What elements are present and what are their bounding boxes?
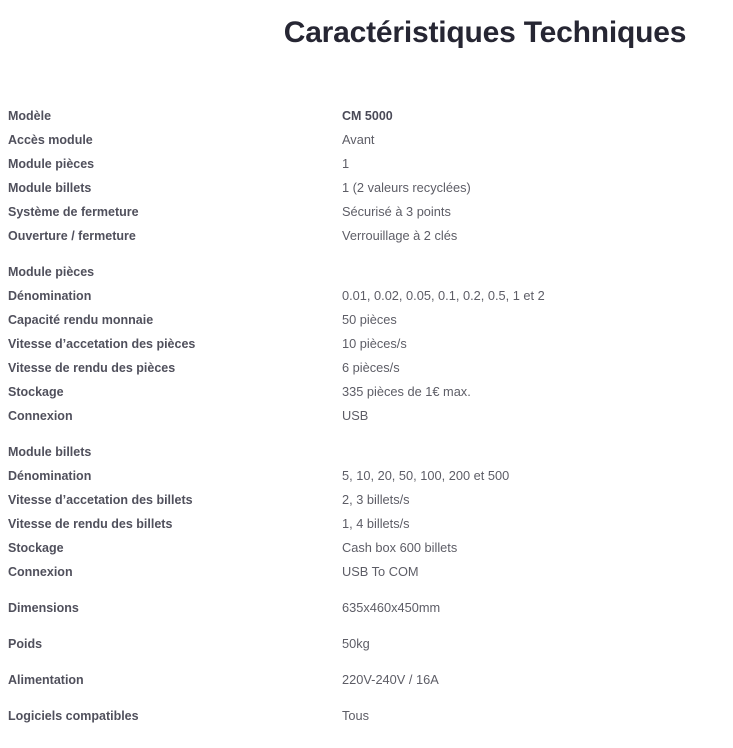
spec-section-heading [0, 260, 733, 284]
spec-value: 5, 10, 20, 50, 100, 200 et 500 [342, 468, 510, 483]
spec-value: 335 pièces de 1€ max. [342, 384, 471, 399]
spec-label: Système de fermeture [8, 205, 139, 219]
spec-value: 50 pièces [342, 312, 397, 327]
spec-label: Connexion [8, 565, 73, 579]
spec-value: 6 pièces/s [342, 360, 400, 375]
spec-row [0, 284, 733, 308]
spec-value: 1 [342, 156, 350, 171]
spec-group-module-pieces [0, 260, 733, 428]
spec-label: Vitesse de rendu des billets [8, 517, 173, 531]
spec-value: 50kg [342, 636, 370, 651]
spec-row [0, 224, 733, 248]
spec-label: Module billets [8, 181, 92, 195]
spec-value: 0.01, 0.02, 0.05, 0.1, 0.2, 0.5, 1 et 2 [342, 288, 545, 303]
spec-row [0, 380, 733, 404]
spec-section-heading [0, 440, 733, 464]
spec-label: Module pièces [8, 157, 95, 171]
spec-value: 220V-240V / 16A [342, 672, 439, 687]
spec-value: 1 (2 valeurs recyclées) [342, 180, 471, 195]
spec-label: Capacité rendu monnaie [8, 313, 154, 327]
spec-value: Tous [342, 708, 370, 723]
spec-row [0, 308, 733, 332]
spec-row [0, 668, 733, 704]
spec-row [0, 104, 733, 128]
spec-label: Stockage [8, 385, 64, 399]
spec-row [0, 596, 733, 632]
spec-row [0, 560, 733, 584]
spec-row [0, 632, 733, 668]
spec-label: Stockage [8, 541, 64, 555]
spec-row [0, 356, 733, 380]
spec-label: Vitesse d’accetation des billets [8, 493, 193, 507]
spec-label: Poids [8, 637, 43, 651]
spec-label: Vitesse de rendu des pièces [8, 361, 176, 375]
spec-value: Verrouillage à 2 clés [342, 228, 458, 243]
spec-label: Connexion [8, 409, 73, 423]
spec-label: Vitesse d’accetation des pièces [8, 337, 196, 351]
spec-row [0, 152, 733, 176]
spec-row [0, 128, 733, 152]
page-title: Caractéristiques Techniques [283, 16, 687, 50]
spec-value: 2, 3 billets/s [342, 492, 410, 507]
spec-label: Module billets [8, 445, 92, 459]
spec-row [0, 176, 733, 200]
spec-label: Logiciels compatibles [8, 709, 139, 723]
spec-row [0, 536, 733, 560]
spec-group-general [0, 104, 733, 248]
spec-label: Dimensions [8, 601, 79, 615]
spec-value: 635x460x450mm [342, 600, 441, 615]
spec-row [0, 464, 733, 488]
spec-label: Dénomination [8, 289, 92, 303]
spec-label: Alimentation [8, 673, 84, 687]
spec-value: USB [342, 408, 369, 423]
spec-row [0, 332, 733, 356]
spec-label: Module pièces [8, 265, 95, 279]
spec-value: Avant [342, 132, 375, 147]
spec-label: Modèle [8, 109, 52, 123]
spec-row [0, 404, 733, 428]
spec-row [0, 488, 733, 512]
spec-row [0, 704, 733, 740]
spec-label: Ouverture / fermeture [8, 229, 136, 243]
spec-value: USB To COM [342, 564, 419, 579]
spec-group-module-billets [0, 440, 733, 584]
spec-label: Dénomination [8, 469, 92, 483]
spec-value: 10 pièces/s [342, 336, 407, 351]
spec-label: Accès module [8, 133, 93, 147]
spec-group-physical [0, 596, 733, 740]
spec-row [0, 200, 733, 224]
spec-value: CM 5000 [342, 109, 393, 123]
spec-value: 1, 4 billets/s [342, 516, 410, 531]
spec-row [0, 512, 733, 536]
specifications-table [0, 104, 733, 740]
spec-value: Cash box 600 billets [342, 540, 458, 555]
spec-value: Sécurisé à 3 points [342, 204, 451, 219]
